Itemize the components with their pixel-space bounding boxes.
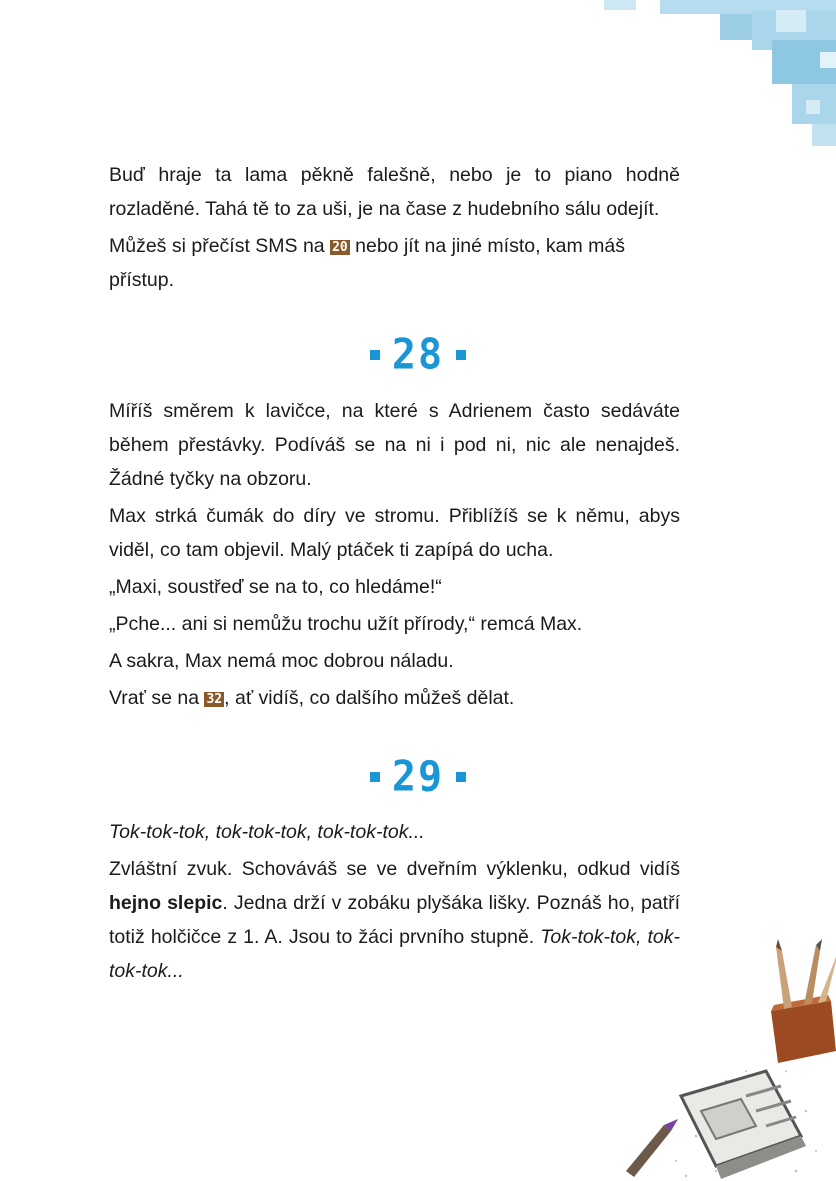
section-ref-32-label: 32 <box>206 692 223 707</box>
heading-dot-left <box>370 350 380 360</box>
section-29-heading <box>0 752 836 802</box>
section-29-paragraph-2-middle: . Jedna drží v zobáku plyšáka lišky. Poznáš ho, patří totiž holčičce z 1. A. Jsou to žáci prvního stupně. <box>109 892 680 948</box>
intro-paragraph-2-end: nebo jít na jiné místo, kam máš přístup. <box>109 235 626 291</box>
section-28-number: 28 <box>391 330 445 380</box>
section-28-paragraph-6-start: Vrať se na <box>109 687 205 709</box>
section-28-text <box>109 394 680 718</box>
heading-dot-right <box>456 772 466 782</box>
desk-pencils-illustration-icon <box>606 921 836 1181</box>
section-28-paragraph-4: „Pche... ani si nemůžu trochu užít přírody,“ remcá Max. <box>109 613 583 635</box>
section-28-heading <box>0 330 836 380</box>
section-29-paragraph-1 <box>109 815 680 849</box>
section-28-paragraph-3: „Maxi, soustřeď se na to, co hledáme!“ <box>109 576 442 598</box>
section-29-paragraph-2 <box>109 852 680 988</box>
pixel-sky-decoration-icon <box>476 0 836 150</box>
section-ref-20[interactable] <box>330 240 350 255</box>
section-28-paragraph-6 <box>109 681 680 715</box>
intro-paragraph-2 <box>109 229 680 297</box>
section-29-sound-text: Tok-tok-tok, tok-tok-tok, tok-tok-tok... <box>109 821 425 843</box>
section-28-paragraph-5: A sakra, Max nemá moc dobrou náladu. <box>109 650 454 672</box>
heading-dot-right <box>456 350 466 360</box>
intro-text-block <box>109 158 680 300</box>
section-29-bold-phrase: hejno slepic <box>109 892 223 914</box>
section-28-paragraph-1: Míříš směrem k lavičce, na které s Adrienem často sedáváte během přestávky. Podíváš se na ni i pod ni, nic ale nenajdeš. Žádné tyčky na obzoru. <box>109 400 680 490</box>
heading-dot-left <box>370 772 380 782</box>
section-ref-32[interactable] <box>204 692 224 707</box>
section-28-paragraph-6-end: , ať vidíš, co dalšího můžeš dělat. <box>224 687 515 709</box>
section-29-paragraph-2-start: Zvláštní zvuk. Schováváš se ve dveřním výklenku, odkud vidíš <box>109 858 680 880</box>
intro-paragraph-2-start: Můžeš si přečíst SMS na <box>109 235 331 257</box>
section-ref-20-label: 20 <box>332 240 348 255</box>
section-28-paragraph-2: Max strká čumák do díry ve stromu. Přiblížíš se k němu, abys viděl, co tam objevil. Malý ptáček ti zapípá do ucha. <box>109 505 680 561</box>
section-29-italic-sound: Tok-tok-tok, tok-tok-tok... <box>109 926 680 982</box>
section-29-number: 29 <box>391 752 445 802</box>
intro-paragraph-1: Buď hraje ta lama pěkně falešně, nebo je to piano hodně rozladěné. Tahá tě to za uši, je na čase z hudebního sálu odejít. <box>109 164 680 220</box>
section-29-text <box>109 815 680 991</box>
